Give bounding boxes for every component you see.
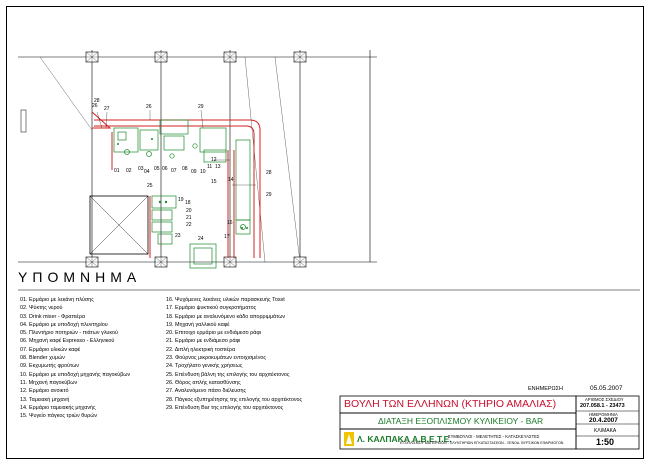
label-13: 13 — [215, 164, 221, 170]
drawing-number: 207.058.1 - 23473 — [580, 403, 625, 409]
legend-item: 10. Ερμάριο με υποδοχή μηχανής παγοκύβων — [20, 371, 131, 378]
legend-item: 24. Τροχήλατο γενικής χρήσεως — [166, 363, 243, 370]
legend-item: 08. Blender χυμών — [20, 355, 65, 362]
drawing-number-label: ΑΡΙΘΜΟΣ ΣΧΕΔΙΟΥ — [585, 397, 624, 402]
project-name: ΒΟΥΛΗ ΤΩΝ ΕΛΛΗΝΩΝ (ΚΤΗΡΙΟ ΑΜΑΛΙΑΣ) — [344, 398, 557, 410]
legend-item: 29. Επένδυση Bar της επιλογής του αρχιτέκτονος — [166, 404, 284, 411]
legend-item: 16. Ψυχόμενες λεκάνες υλικών παρασκευής Tosst — [166, 297, 285, 303]
plan-labels-lower — [147, 183, 233, 242]
legend-item: 13. Ταμειακή μηχανή — [20, 396, 70, 403]
label-07: 07 — [171, 168, 177, 174]
bar-equipment — [114, 120, 250, 268]
revision-label: ΕΝΗΜΕΡΩΣΗ — [528, 386, 564, 392]
legend-title: ΥΠΟΜΝΗΜΑ — [18, 269, 142, 285]
projection-lines — [40, 57, 300, 262]
label-28-right: 28 — [266, 170, 272, 176]
legend-item: 06. Μηχανή καφέ Espresso - Ελληνικού — [20, 338, 115, 345]
date-label: ΗΜΕΡΟΜΗΝΙΑ — [589, 412, 618, 417]
label-04: 04 — [144, 169, 150, 175]
label-24: 24 — [198, 236, 204, 242]
label-26-top: 26 — [146, 104, 152, 110]
label-03: 03 — [138, 166, 144, 172]
left-wall-stub — [21, 110, 26, 132]
plan-labels-right — [211, 170, 272, 198]
legend-item: 09. Εκχυμωτής φρούτων — [20, 363, 79, 370]
column-hatch — [86, 52, 306, 267]
legend-item: 25. Επένδυση βάλνη της επιλογής του αρχιτέκτονος — [166, 371, 290, 378]
legend-column-1 — [20, 296, 130, 420]
legend-item: 17. Ερμάριο ψυκτικού συγκροτήματος — [166, 305, 257, 312]
label-15: 15 — [211, 179, 217, 185]
label-02: 02 — [126, 168, 132, 174]
label-01: 01 — [114, 168, 120, 174]
plan-labels-top — [92, 98, 204, 112]
legend-item: 19. Μηχανή γαλλικού καφέ — [166, 321, 230, 328]
legend-item: 04. Ερμάριο με υποδοχή πλυντηρίου — [20, 321, 108, 328]
label-17: 17 — [224, 234, 230, 240]
label-10: 10 — [200, 169, 206, 175]
label-19: 19 — [178, 197, 184, 203]
grid-lines — [18, 50, 377, 262]
legend-item: 27. Αναλυνόμενο πάσο διέλευσης — [166, 388, 247, 395]
legend-column-2 — [166, 296, 302, 412]
label-25: 25 — [147, 183, 153, 189]
company-line-2: ΕΞΟΠΛΙΣΜΟΥ ΜΑΓΕΙΡΕΙΩΝ - ΠΛΥΝΤΗΡΙΩΝ ΕΓΚΑΤΑΣΤΑΣΕΩΝ - ΞΕΝΟΔ. ΒΥΡΣΙΚΩΝ ΕΦΑΡΜΟΓΩΝ — [400, 441, 564, 445]
label-26-left: 26 — [92, 103, 98, 109]
legend-item: 07. Ερμάριο υλικών καφέ — [20, 346, 81, 353]
label-12: 12 — [211, 157, 217, 163]
label-22: 22 — [186, 222, 192, 228]
label-23: 23 — [175, 233, 181, 239]
legend-item: 28. Πάγκος εξυπηρέτησης της επιλογής του αρχιτέκτονος — [166, 396, 303, 403]
legend-item: 26. Θόρος απλής κατασθύνσης — [166, 379, 241, 386]
legend-item: 20. Επιτοιχο ερμάριο με ενδιάμεσο ράφι — [166, 330, 262, 337]
legend-item: 18. Ερμάριο με αναλυνόμενο κάδο απορριμμάτων — [166, 313, 286, 320]
plan-labels-row — [114, 157, 221, 175]
shaft-cross — [90, 196, 148, 254]
legend-item: 21. Ερμάριο με ενδιάμεσο ράφι — [166, 338, 241, 345]
label-21: 21 — [186, 215, 192, 221]
legend-item: 23. Φούρνος μικροκυμάτων εντοιχισμένος — [166, 355, 266, 362]
label-29-right: 29 — [266, 192, 272, 198]
scale-label: ΚΛΙΜΑΚΑ — [594, 428, 617, 434]
label-11: 11 — [207, 164, 213, 170]
legend-item: 02. Ψύκτης νερού — [20, 305, 63, 312]
legend-item: 22. Διπλή ηλεκτρική τοστιέρα — [166, 346, 236, 353]
legend-item: 15. Ψυγείο πάγκος τριών θυρών — [20, 413, 98, 420]
label-20: 20 — [186, 208, 192, 214]
label-16: 16 — [227, 220, 233, 226]
label-27-top: 27 — [104, 106, 110, 112]
label-09: 09 — [191, 169, 197, 175]
legend-item: 03. Drink mixer - Φραπιέρα — [20, 313, 86, 320]
legend-item: 05. Πλυντήριο ποτηριών - πιάτων γλυκού — [20, 330, 118, 337]
label-14: 14 — [228, 177, 234, 183]
legend-item: 01. Ερμάριο με λεκάνη πλύσης — [20, 297, 94, 303]
drawing-date: 20.4.2007 — [589, 417, 618, 424]
label-05: 05 — [154, 166, 160, 172]
legend-item: 12. Ερμάριο ανοικτό — [20, 388, 69, 395]
scale-value: 1:50 — [596, 437, 615, 447]
label-06: 06 — [162, 166, 168, 172]
legend-item: 11. Μηχανή παγοκύβων — [20, 379, 78, 386]
label-08: 08 — [182, 166, 188, 172]
column-markers — [86, 52, 306, 267]
company-name: Λ. ΚΑΛΠΑΚΑ Α.Β.Ε.Τ.Ε. — [357, 434, 452, 444]
legend-item: 14. Ερμάριο ταμειακής μηχανής — [20, 404, 96, 411]
company-line-1: ΣΥΜΒΟΥΛΟΙ - ΜΕΛΕΤΗΤΕΣ - ΚΑΤΑΣΚΕΥΑΣΤΕΣ — [448, 434, 540, 439]
label-28-top: 28 — [94, 98, 100, 104]
label-29-top: 29 — [198, 104, 204, 110]
label-18: 18 — [185, 200, 191, 206]
drawing-title: ΔΙΑΤΑΞΗ ΕΞΟΠΛΙΣΜΟΥ ΚΥΛΙΚΕΙΟΥ - BAR — [378, 416, 544, 426]
revision-date: 05.05.2007 — [590, 385, 623, 392]
